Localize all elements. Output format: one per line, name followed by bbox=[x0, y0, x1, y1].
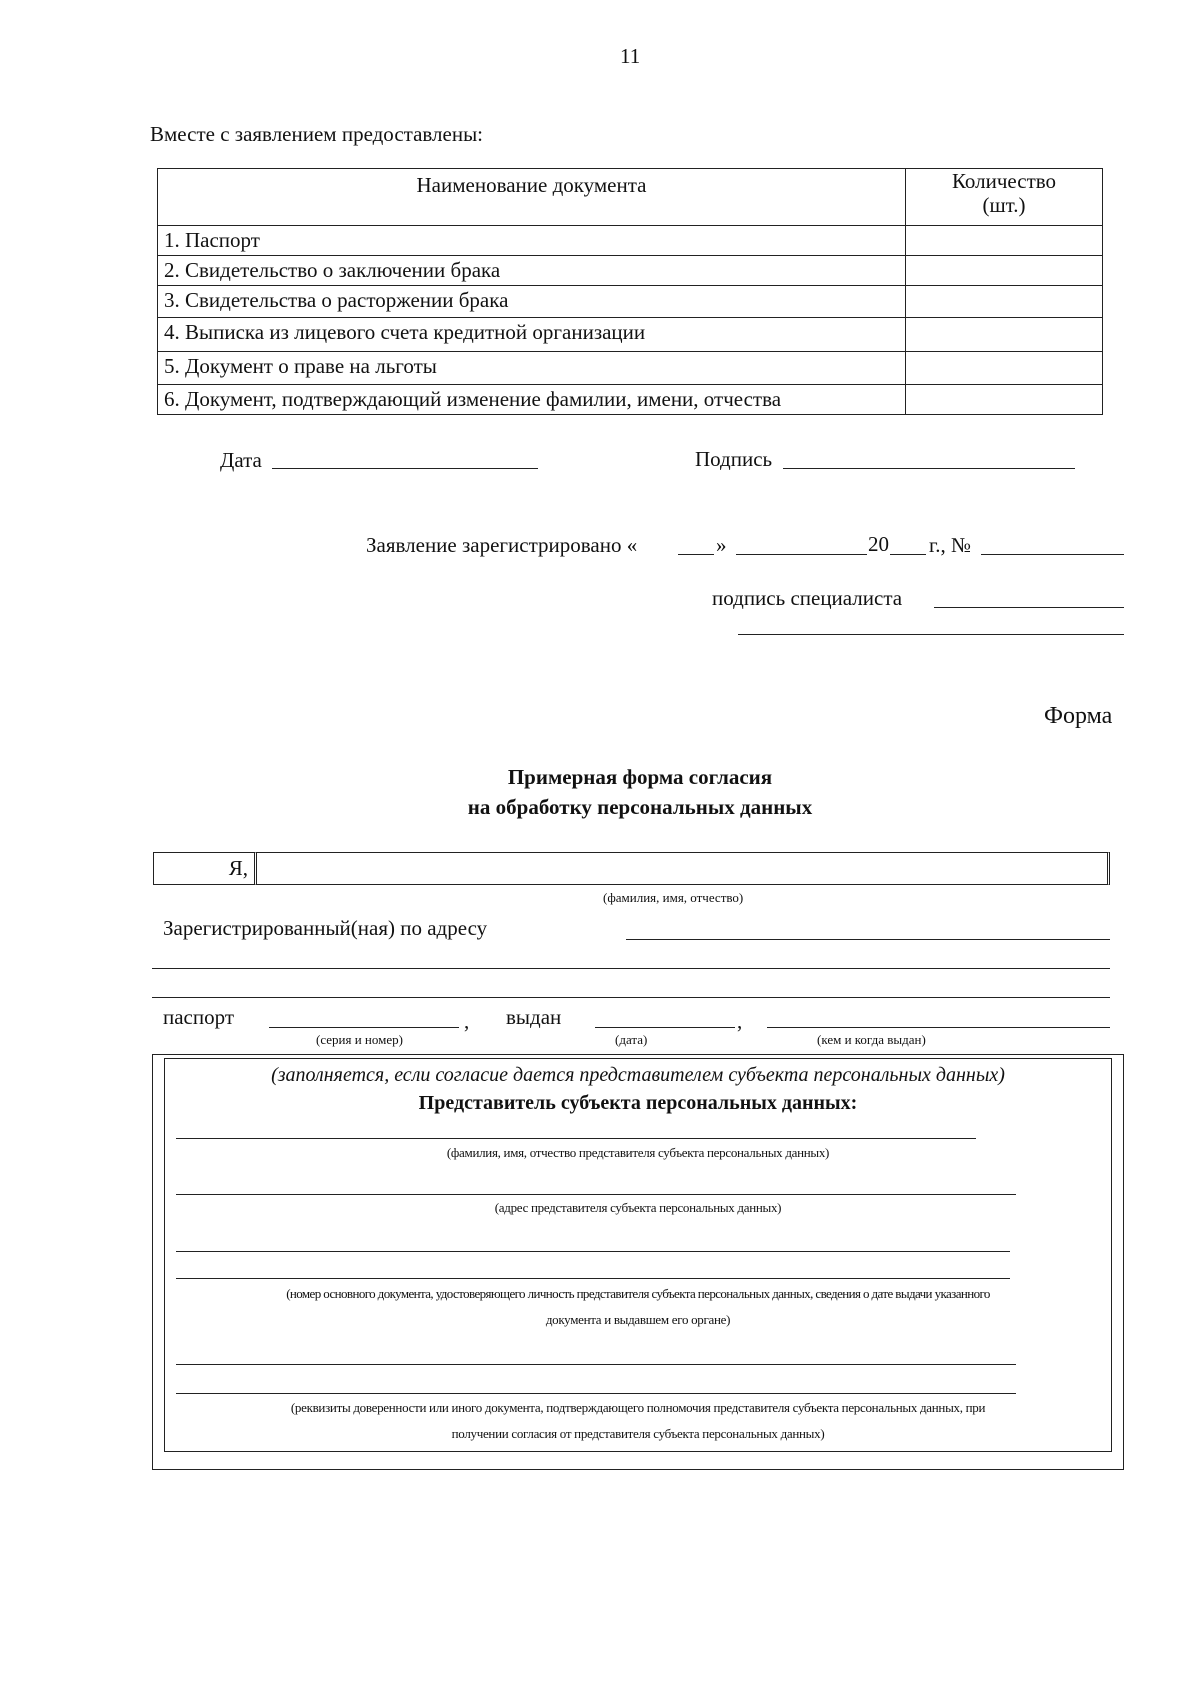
page-number: 11 bbox=[620, 44, 641, 68]
table-row bbox=[158, 286, 1103, 318]
representative-address-caption: (адрес представителя субъекта персональных данных) bbox=[494, 1200, 782, 1215]
table-cell-qty[interactable] bbox=[906, 352, 1103, 385]
issued-date-line[interactable] bbox=[595, 1027, 735, 1028]
issued-label: выдан bbox=[506, 1005, 562, 1029]
col-name-header: Наименование документа bbox=[158, 169, 906, 226]
table-cell-name: 6. Документ, подтверждающий изменение фамилии, имени, отчества bbox=[158, 385, 906, 415]
issued-by-line[interactable] bbox=[767, 1027, 1110, 1028]
passport-series-line[interactable] bbox=[269, 1027, 459, 1028]
specialist-signature-line[interactable] bbox=[934, 607, 1124, 608]
issued-by-caption: (кем и когда выдан) bbox=[817, 1032, 926, 1047]
signature-line[interactable] bbox=[783, 468, 1075, 469]
address-line-1[interactable] bbox=[626, 939, 1110, 940]
table-row bbox=[158, 318, 1103, 352]
representative-doc-caption-1: (номер основного документа, удостоверяющего личность представителя субъекта персональных данных, сведения о дате выдачи указанного bbox=[286, 1286, 990, 1301]
table-cell-name: 1. Паспорт bbox=[158, 226, 906, 256]
representative-doc-line-1[interactable] bbox=[176, 1251, 1010, 1252]
col-qty-header-line1: Количество bbox=[951, 169, 1057, 193]
specialist-label: подпись специалиста bbox=[712, 586, 903, 610]
title-line1: Примерная форма согласия bbox=[507, 765, 773, 789]
forma-label: Форма bbox=[1044, 703, 1113, 729]
series-caption: (серия и номер) bbox=[316, 1032, 403, 1047]
table-row bbox=[158, 352, 1103, 385]
registered-year-line[interactable] bbox=[890, 554, 926, 555]
representative-power-line-2[interactable] bbox=[176, 1393, 1016, 1394]
table-cell-name: 4. Выписка из лицевого счета кредитной организации bbox=[158, 318, 906, 352]
passport-label: паспорт bbox=[163, 1005, 235, 1029]
registered-label: Заявление зарегистрировано « bbox=[366, 533, 638, 557]
passport-comma: , bbox=[464, 1009, 470, 1033]
table-row bbox=[158, 226, 1103, 256]
registered-quote-close: » bbox=[716, 533, 727, 557]
representative-fio-line[interactable] bbox=[176, 1138, 976, 1139]
fio-caption: (фамилия, имя, отчество) bbox=[603, 890, 744, 905]
table-cell-qty[interactable] bbox=[906, 256, 1103, 286]
registered-month-line[interactable] bbox=[736, 554, 867, 555]
address-line-3[interactable] bbox=[152, 997, 1110, 998]
registered-number-line[interactable] bbox=[981, 554, 1124, 555]
documents-table bbox=[157, 168, 1103, 415]
table-cell-qty[interactable] bbox=[906, 226, 1103, 256]
issued-comma: , bbox=[737, 1009, 743, 1033]
representative-fio-caption: (фамилия, имя, отчество представителя субъекта персональных данных) bbox=[446, 1145, 830, 1160]
date-caption: (дата) bbox=[615, 1032, 648, 1047]
date-label: Дата bbox=[220, 448, 262, 472]
table-cell-qty[interactable] bbox=[906, 318, 1103, 352]
representative-address-line[interactable] bbox=[176, 1194, 1016, 1195]
signature-label: Подпись bbox=[695, 447, 773, 471]
address-label: Зарегистрированный(ная) по адресу bbox=[163, 916, 488, 940]
registered-year-suffix: г., № bbox=[929, 533, 972, 557]
representative-note: (заполняется, если согласие дается представителем субъекта персональных данных) bbox=[271, 1064, 1005, 1086]
registered-day-line[interactable] bbox=[678, 554, 714, 555]
table-cell-name: 3. Свидетельства о расторжении брака bbox=[158, 286, 906, 318]
table-cell-qty[interactable] bbox=[906, 286, 1103, 318]
table-cell-name: 2. Свидетельство о заключении брака bbox=[158, 256, 906, 286]
table-header-row bbox=[158, 169, 1103, 226]
col-qty-header bbox=[906, 169, 1103, 226]
representative-power-line-1[interactable] bbox=[176, 1364, 1016, 1365]
table-cell-qty[interactable] bbox=[906, 385, 1103, 415]
fio-field[interactable] bbox=[254, 852, 1110, 885]
representative-doc-caption-2: документа и выдавшем его органе) bbox=[545, 1312, 731, 1327]
title-line2: на обработку персональных данных bbox=[467, 795, 813, 819]
registered-year-prefix: 20 bbox=[868, 532, 889, 556]
table-row bbox=[158, 256, 1103, 286]
col-qty-header-line2: (шт.) bbox=[982, 193, 1026, 217]
table-cell-name: 5. Документ о праве на льготы bbox=[158, 352, 906, 385]
specialist-name-line[interactable] bbox=[738, 634, 1124, 635]
ya-label: Я, bbox=[228, 856, 248, 880]
table-row bbox=[158, 385, 1103, 415]
representative-doc-line-2[interactable] bbox=[176, 1278, 1010, 1279]
representative-power-caption-1: (реквизиты доверенности или иного документа, подтверждающего полномочия представителя субъекта персональных данных, при bbox=[290, 1400, 986, 1415]
intro-text: Вместе с заявлением предоставлены: bbox=[150, 122, 484, 146]
ya-box bbox=[153, 852, 255, 885]
address-line-2[interactable] bbox=[152, 968, 1110, 969]
date-line[interactable] bbox=[272, 468, 538, 469]
representative-heading: Представитель субъекта персональных данных: bbox=[418, 1092, 858, 1114]
representative-power-caption-2: получении согласия от представителя субъекта персональных данных) bbox=[451, 1426, 825, 1441]
